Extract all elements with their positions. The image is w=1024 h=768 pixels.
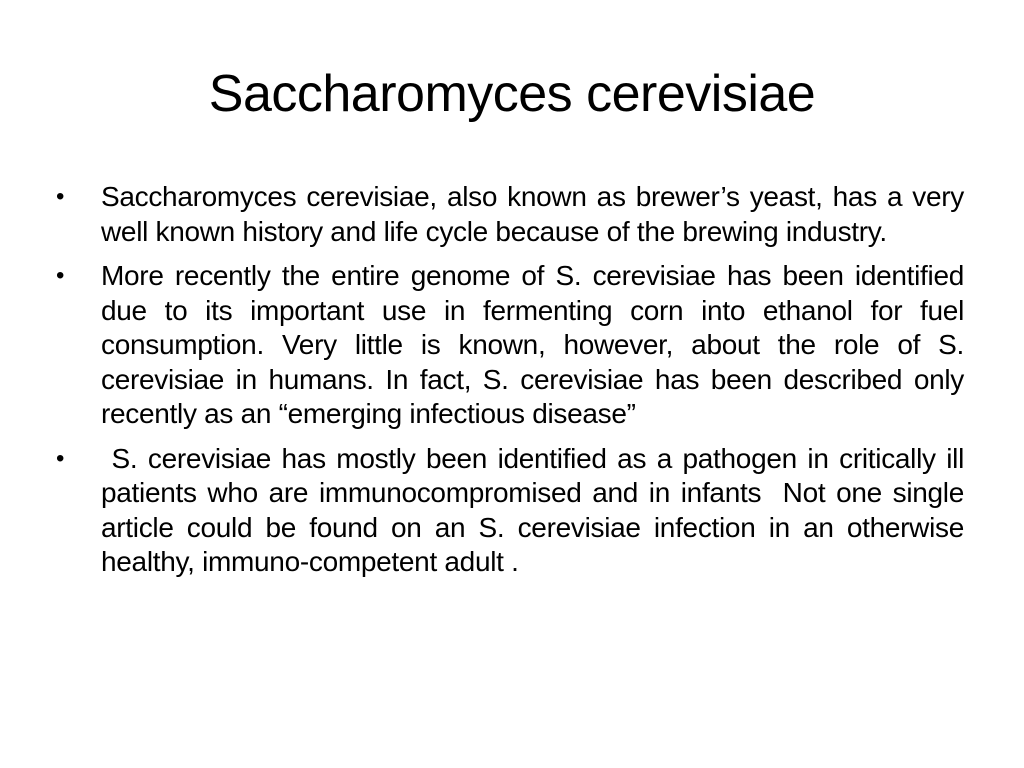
bullet-text: Saccharomyces cerevisiae, also known as brewer’s yeast, has a very well known history and life cycle because of the brewing industry. — [101, 181, 964, 247]
list-item — [56, 259, 964, 432]
list-item — [56, 442, 972, 580]
bullet-dot-icon: • — [56, 183, 65, 210]
bullet-text: S. cerevisiae has mostly been identified as a pathogen in critically ill patients who are immunocompromised and in infants Not one single article could be found on an S. cerevisiae infection in an otherwise healthy, immuno-competent adult . — [101, 442, 972, 577]
slide-title: Saccharomyces cerevisiae — [208, 65, 816, 123]
bullet-dot-icon: • — [56, 262, 65, 289]
list-item — [56, 180, 964, 249]
bullet-dot-icon: • — [56, 444, 65, 472]
bullet-text: More recently the entire genome of S. cerevisiae has been identified due to its important use in fermenting corn into ethanol for fuel consumption. Very little is known, however, about the role of S. cerevisiae in humans. In fact, S. cerevisiae has been described only recently as an “emerging infectious disease” — [101, 260, 964, 429]
bullet-list — [56, 180, 972, 590]
